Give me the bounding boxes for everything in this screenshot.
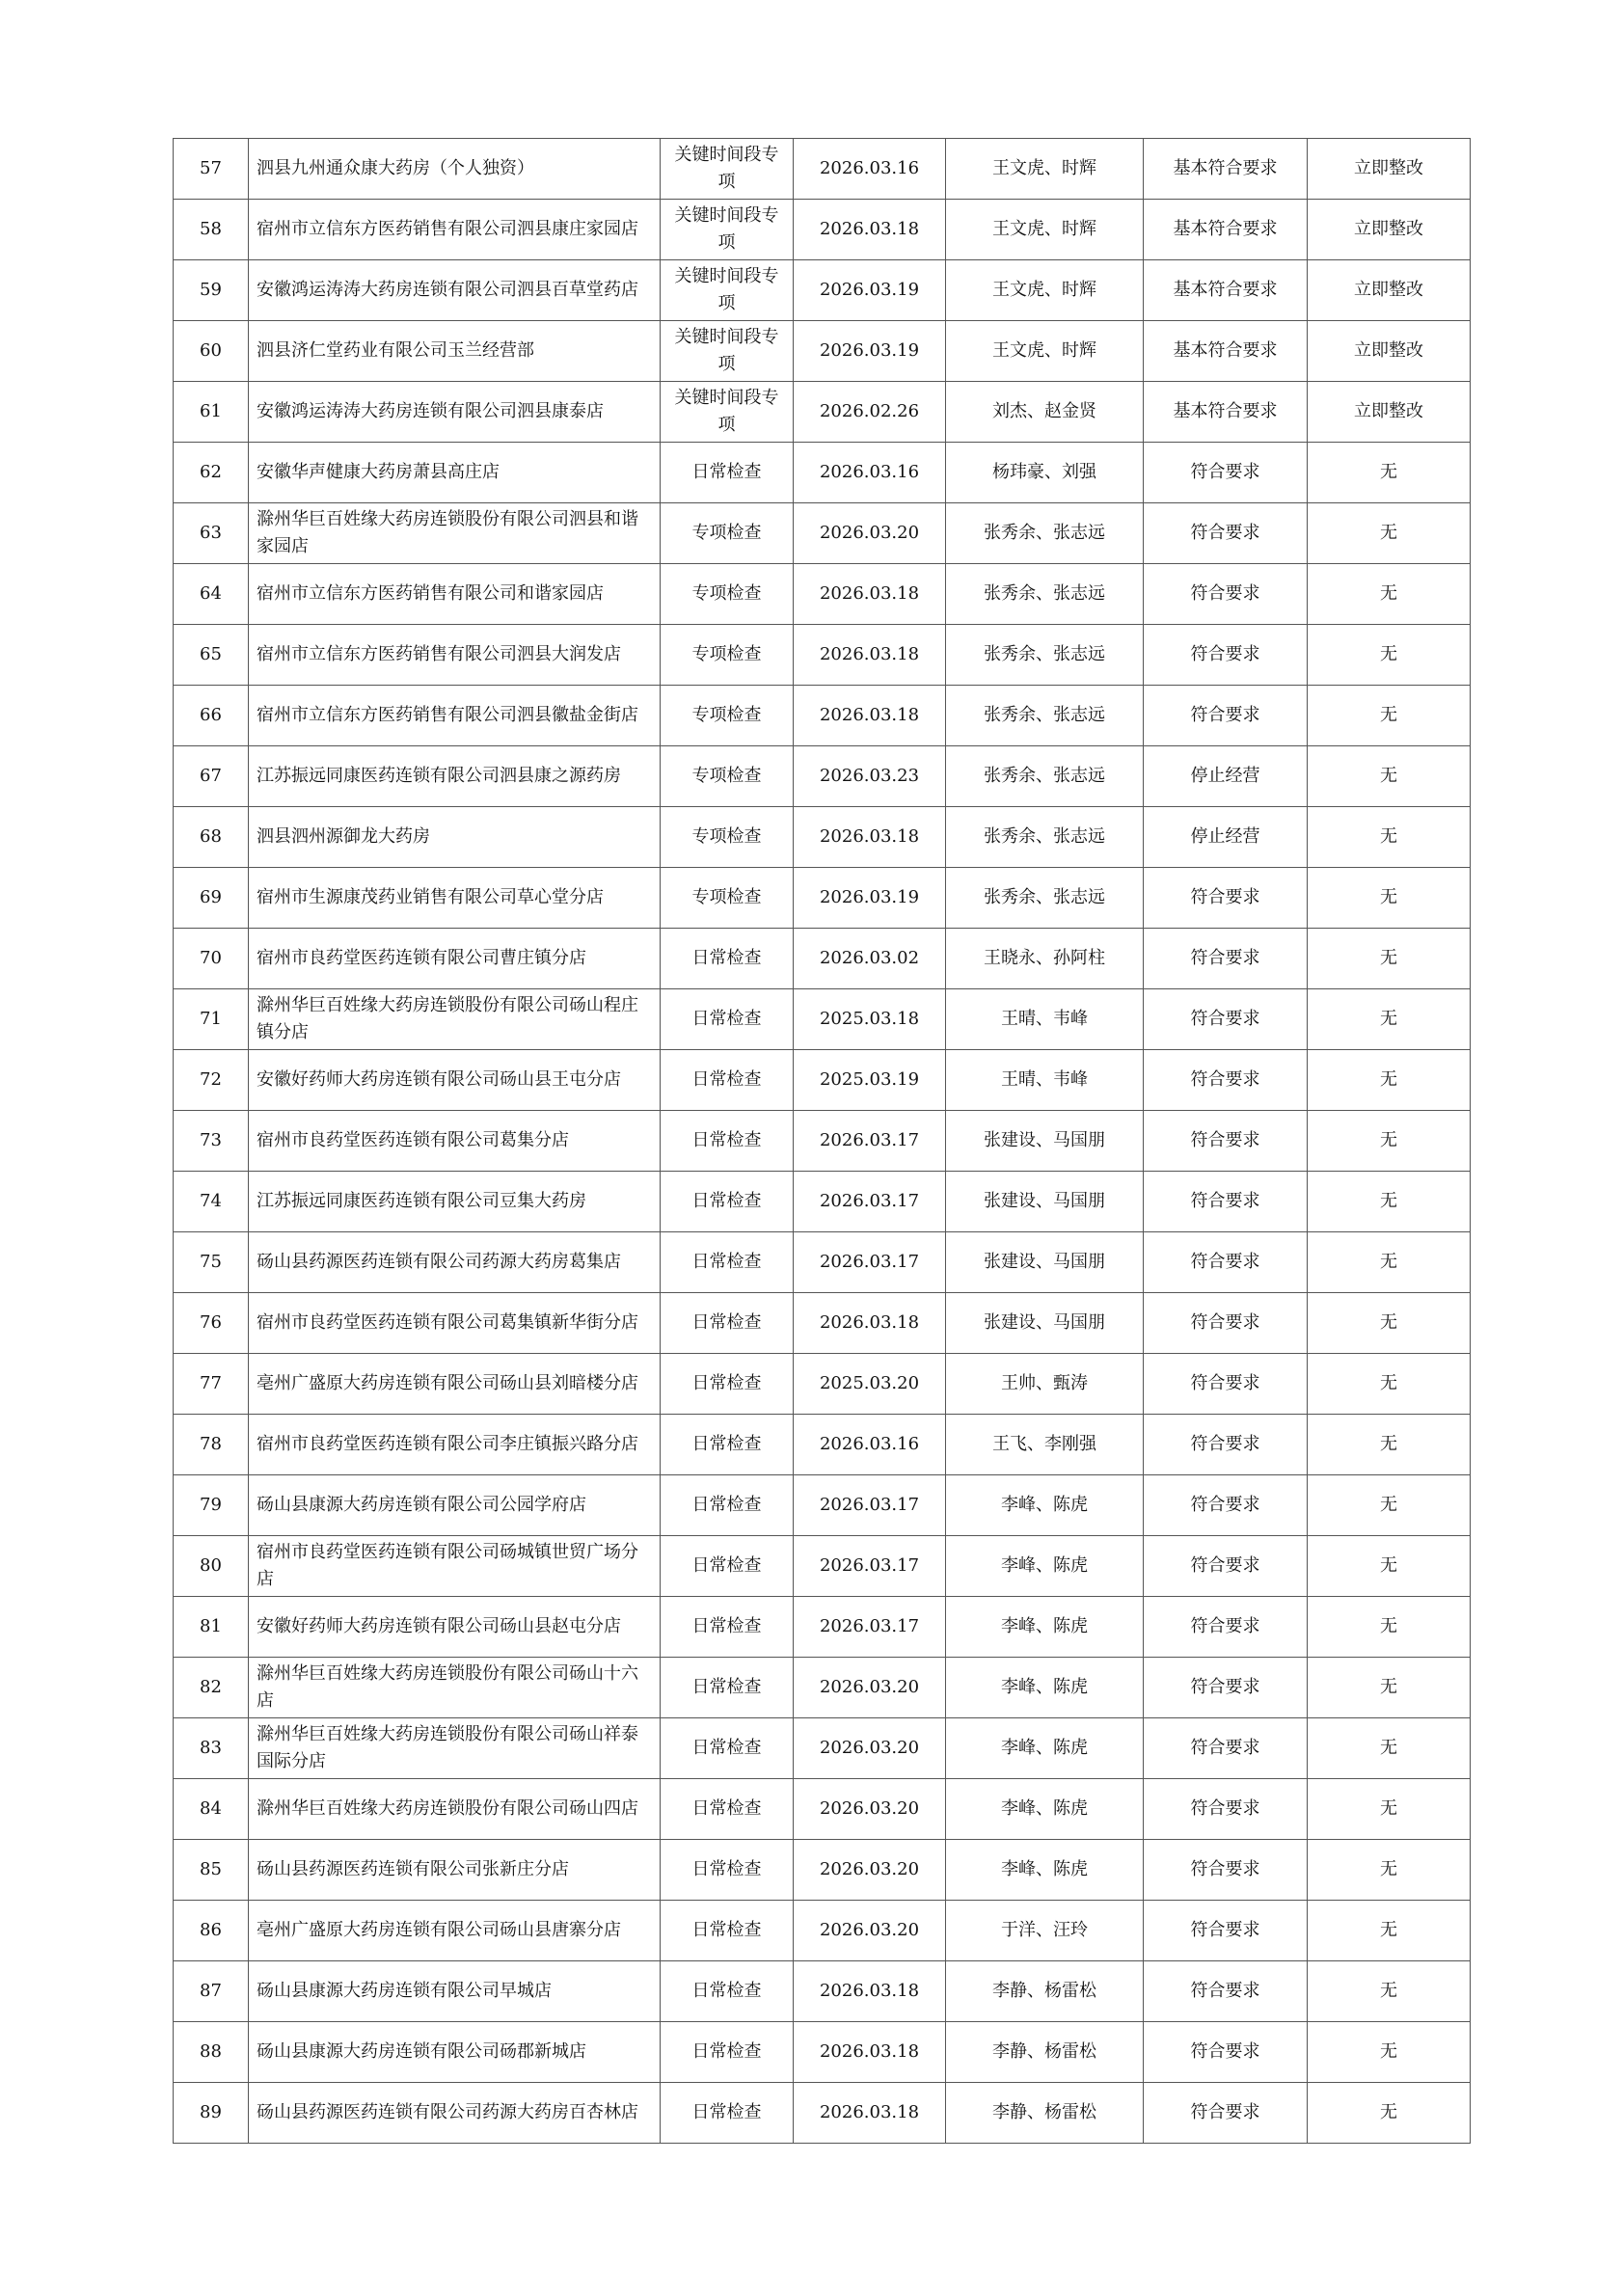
inspection-type-cell: 日常检查: [661, 1961, 794, 2022]
row-number-cell: 61: [174, 382, 249, 443]
inspection-date-cell: 2026.03.18: [794, 2083, 946, 2144]
row-number-cell: 72: [174, 1050, 249, 1111]
action-cell: 无: [1308, 1901, 1471, 1961]
inspection-date-cell: 2026.03.18: [794, 625, 946, 686]
action-cell: 无: [1308, 1415, 1471, 1475]
store-name-cell: 滁州华巨百姓缘大药房连锁股份有限公司泗县和谐家园店: [249, 503, 661, 564]
result-cell: 符合要求: [1144, 1293, 1308, 1354]
action-cell: 无: [1308, 1172, 1471, 1232]
inspection-date-cell: 2026.03.20: [794, 1658, 946, 1718]
result-cell: 符合要求: [1144, 443, 1308, 503]
row-number-cell: 80: [174, 1536, 249, 1597]
action-cell: 无: [1308, 443, 1471, 503]
store-name-cell: 宿州市立信东方医药销售有限公司泗县大润发店: [249, 625, 661, 686]
inspectors-cell: 王文虎、时辉: [946, 139, 1144, 200]
action-cell: 无: [1308, 1718, 1471, 1779]
table-row: [174, 382, 1471, 443]
action-cell: 无: [1308, 1232, 1471, 1293]
store-name-cell: 安徽鸿运涛涛大药房连锁有限公司泗县康泰店: [249, 382, 661, 443]
inspection-date-cell: 2026.03.18: [794, 2022, 946, 2083]
action-cell: 无: [1308, 1658, 1471, 1718]
inspection-type-cell: 关键时间段专项: [661, 321, 794, 382]
inspection-date-cell: 2026.03.16: [794, 1415, 946, 1475]
result-cell: 符合要求: [1144, 2022, 1308, 2083]
inspectors-cell: 张秀余、张志远: [946, 868, 1144, 929]
inspection-date-cell: 2026.03.20: [794, 1840, 946, 1901]
inspectors-cell: 张建设、马国朋: [946, 1172, 1144, 1232]
row-number-cell: 73: [174, 1111, 249, 1172]
table-row: [174, 1961, 1471, 2022]
result-cell: 符合要求: [1144, 929, 1308, 989]
inspection-date-cell: 2026.03.20: [794, 1779, 946, 1840]
inspection-date-cell: 2026.03.20: [794, 1901, 946, 1961]
inspection-date-cell: 2026.03.18: [794, 1293, 946, 1354]
store-name-cell: 宿州市立信东方医药销售有限公司和谐家园店: [249, 564, 661, 625]
result-cell: 符合要求: [1144, 1658, 1308, 1718]
inspection-date-cell: 2026.03.20: [794, 1718, 946, 1779]
table-row: [174, 929, 1471, 989]
action-cell: 无: [1308, 1536, 1471, 1597]
row-number-cell: 57: [174, 139, 249, 200]
inspection-date-cell: 2026.03.17: [794, 1172, 946, 1232]
inspection-type-cell: 日常检查: [661, 1658, 794, 1718]
action-cell: 无: [1308, 2083, 1471, 2144]
inspection-type-cell: 日常检查: [661, 1597, 794, 1658]
store-name-cell: 亳州广盛原大药房连锁有限公司砀山县唐寨分店: [249, 1901, 661, 1961]
action-cell: 无: [1308, 1840, 1471, 1901]
result-cell: 符合要求: [1144, 1536, 1308, 1597]
table-row: [174, 443, 1471, 503]
table-row: [174, 2083, 1471, 2144]
row-number-cell: 67: [174, 746, 249, 807]
table-row: [174, 1354, 1471, 1415]
action-cell: 立即整改: [1308, 139, 1471, 200]
inspection-type-cell: 日常检查: [661, 1475, 794, 1536]
table-row: [174, 1718, 1471, 1779]
store-name-cell: 江苏振远同康医药连锁有限公司豆集大药房: [249, 1172, 661, 1232]
inspection-type-cell: 关键时间段专项: [661, 139, 794, 200]
store-name-cell: 宿州市立信东方医药销售有限公司泗县徽盐金街店: [249, 686, 661, 746]
row-number-cell: 58: [174, 200, 249, 260]
row-number-cell: 70: [174, 929, 249, 989]
store-name-cell: 砀山县药源医药连锁有限公司药源大药房百杏林店: [249, 2083, 661, 2144]
result-cell: 符合要求: [1144, 1415, 1308, 1475]
row-number-cell: 88: [174, 2022, 249, 2083]
inspection-type-cell: 日常检查: [661, 1354, 794, 1415]
action-cell: 立即整改: [1308, 382, 1471, 443]
table-row: [174, 1840, 1471, 1901]
inspectors-cell: 李静、杨雷松: [946, 1961, 1144, 2022]
store-name-cell: 亳州广盛原大药房连锁有限公司砀山县刘暗楼分店: [249, 1354, 661, 1415]
row-number-cell: 82: [174, 1658, 249, 1718]
inspection-type-cell: 专项检查: [661, 686, 794, 746]
action-cell: 无: [1308, 807, 1471, 868]
table-row: [174, 746, 1471, 807]
result-cell: 符合要求: [1144, 1111, 1308, 1172]
inspection-date-cell: 2026.03.18: [794, 564, 946, 625]
store-name-cell: 泗县九州通众康大药房（个人独资）: [249, 139, 661, 200]
store-name-cell: 砀山县药源医药连锁有限公司药源大药房葛集店: [249, 1232, 661, 1293]
inspection-type-cell: 日常检查: [661, 443, 794, 503]
inspectors-cell: 张建设、马国朋: [946, 1293, 1144, 1354]
table-row: [174, 868, 1471, 929]
store-name-cell: 砀山县康源大药房连锁有限公司早城店: [249, 1961, 661, 2022]
table-row: [174, 139, 1471, 200]
result-cell: 基本符合要求: [1144, 200, 1308, 260]
table-row: [174, 989, 1471, 1050]
store-name-cell: 宿州市良药堂医药连锁有限公司李庄镇振兴路分店: [249, 1415, 661, 1475]
inspection-type-cell: 专项检查: [661, 503, 794, 564]
table-row: [174, 625, 1471, 686]
inspection-type-cell: 日常检查: [661, 1779, 794, 1840]
store-name-cell: 安徽华声健康大药房萧县高庄店: [249, 443, 661, 503]
row-number-cell: 74: [174, 1172, 249, 1232]
inspection-type-cell: 专项检查: [661, 746, 794, 807]
inspection-date-cell: 2026.03.17: [794, 1232, 946, 1293]
result-cell: 符合要求: [1144, 1840, 1308, 1901]
inspectors-cell: 杨玮豪、刘强: [946, 443, 1144, 503]
inspectors-cell: 张建设、马国朋: [946, 1232, 1144, 1293]
inspectors-cell: 王帅、甄涛: [946, 1354, 1144, 1415]
inspection-date-cell: 2026.03.16: [794, 139, 946, 200]
store-name-cell: 泗县济仁堂药业有限公司玉兰经营部: [249, 321, 661, 382]
action-cell: 无: [1308, 1293, 1471, 1354]
table-row: [174, 1415, 1471, 1475]
result-cell: 基本符合要求: [1144, 321, 1308, 382]
action-cell: 立即整改: [1308, 200, 1471, 260]
table-row: [174, 1536, 1471, 1597]
action-cell: 无: [1308, 1354, 1471, 1415]
table-row: [174, 260, 1471, 321]
inspectors-cell: 王文虎、时辉: [946, 200, 1144, 260]
inspection-type-cell: 关键时间段专项: [661, 200, 794, 260]
action-cell: 无: [1308, 868, 1471, 929]
inspectors-cell: 王文虎、时辉: [946, 260, 1144, 321]
result-cell: 符合要求: [1144, 1172, 1308, 1232]
row-number-cell: 84: [174, 1779, 249, 1840]
inspectors-cell: 张秀余、张志远: [946, 564, 1144, 625]
store-name-cell: 砀山县康源大药房连锁有限公司砀郡新城店: [249, 2022, 661, 2083]
store-name-cell: 江苏振远同康医药连锁有限公司泗县康之源药房: [249, 746, 661, 807]
row-number-cell: 85: [174, 1840, 249, 1901]
inspection-date-cell: 2026.03.17: [794, 1597, 946, 1658]
store-name-cell: 滁州华巨百姓缘大药房连锁股份有限公司砀山四店: [249, 1779, 661, 1840]
inspectors-cell: 王晓永、孙阿柱: [946, 929, 1144, 989]
result-cell: 基本符合要求: [1144, 382, 1308, 443]
inspection-date-cell: 2026.03.19: [794, 321, 946, 382]
inspectors-cell: 李峰、陈虎: [946, 1536, 1144, 1597]
inspection-date-cell: 2026.03.17: [794, 1111, 946, 1172]
row-number-cell: 59: [174, 260, 249, 321]
result-cell: 停止经营: [1144, 746, 1308, 807]
inspection-type-cell: 日常检查: [661, 1901, 794, 1961]
table-row: [174, 1172, 1471, 1232]
store-name-cell: 宿州市良药堂医药连锁有限公司砀城镇世贸广场分店: [249, 1536, 661, 1597]
inspection-type-cell: 日常检查: [661, 929, 794, 989]
inspectors-cell: 李峰、陈虎: [946, 1658, 1144, 1718]
action-cell: 无: [1308, 686, 1471, 746]
row-number-cell: 60: [174, 321, 249, 382]
action-cell: 无: [1308, 1111, 1471, 1172]
result-cell: 停止经营: [1144, 807, 1308, 868]
row-number-cell: 66: [174, 686, 249, 746]
inspection-type-cell: 日常检查: [661, 1293, 794, 1354]
action-cell: 立即整改: [1308, 260, 1471, 321]
result-cell: 符合要求: [1144, 1779, 1308, 1840]
inspectors-cell: 张秀余、张志远: [946, 625, 1144, 686]
inspection-type-cell: 关键时间段专项: [661, 260, 794, 321]
result-cell: 符合要求: [1144, 1901, 1308, 1961]
action-cell: 无: [1308, 1050, 1471, 1111]
inspectors-cell: 于洋、汪玲: [946, 1901, 1144, 1961]
row-number-cell: 63: [174, 503, 249, 564]
inspection-table-body: [174, 139, 1471, 2144]
table-row: [174, 1050, 1471, 1111]
store-name-cell: 宿州市良药堂医药连锁有限公司葛集分店: [249, 1111, 661, 1172]
inspection-type-cell: 日常检查: [661, 1050, 794, 1111]
inspection-date-cell: 2026.02.26: [794, 382, 946, 443]
store-name-cell: 滁州华巨百姓缘大药房连锁股份有限公司砀山程庄镇分店: [249, 989, 661, 1050]
inspection-type-cell: 专项检查: [661, 868, 794, 929]
store-name-cell: 安徽鸿运涛涛大药房连锁有限公司泗县百草堂药店: [249, 260, 661, 321]
action-cell: 无: [1308, 2022, 1471, 2083]
table-row: [174, 1293, 1471, 1354]
action-cell: 无: [1308, 564, 1471, 625]
result-cell: 符合要求: [1144, 1475, 1308, 1536]
result-cell: 符合要求: [1144, 564, 1308, 625]
row-number-cell: 87: [174, 1961, 249, 2022]
row-number-cell: 81: [174, 1597, 249, 1658]
result-cell: 符合要求: [1144, 625, 1308, 686]
inspectors-cell: 张秀余、张志远: [946, 503, 1144, 564]
result-cell: 基本符合要求: [1144, 260, 1308, 321]
inspectors-cell: 李峰、陈虎: [946, 1597, 1144, 1658]
inspectors-cell: 李峰、陈虎: [946, 1779, 1144, 1840]
result-cell: 符合要求: [1144, 1050, 1308, 1111]
row-number-cell: 62: [174, 443, 249, 503]
inspection-date-cell: 2026.03.17: [794, 1536, 946, 1597]
inspection-type-cell: 关键时间段专项: [661, 382, 794, 443]
action-cell: 无: [1308, 1597, 1471, 1658]
table-row: [174, 1658, 1471, 1718]
inspectors-cell: 张建设、马国朋: [946, 1111, 1144, 1172]
inspectors-cell: 李静、杨雷松: [946, 2083, 1144, 2144]
inspection-type-cell: 日常检查: [661, 1840, 794, 1901]
action-cell: 无: [1308, 929, 1471, 989]
inspectors-cell: 张秀余、张志远: [946, 686, 1144, 746]
inspection-type-cell: 专项检查: [661, 807, 794, 868]
result-cell: 符合要求: [1144, 686, 1308, 746]
table-row: [174, 321, 1471, 382]
result-cell: 符合要求: [1144, 989, 1308, 1050]
inspection-date-cell: 2026.03.19: [794, 868, 946, 929]
store-name-cell: 泗县泗州源御龙大药房: [249, 807, 661, 868]
store-name-cell: 宿州市立信东方医药销售有限公司泗县康庄家园店: [249, 200, 661, 260]
inspection-date-cell: 2026.03.23: [794, 746, 946, 807]
inspection-date-cell: 2026.03.16: [794, 443, 946, 503]
table-row: [174, 1111, 1471, 1172]
result-cell: 符合要求: [1144, 1718, 1308, 1779]
table-row: [174, 1901, 1471, 1961]
inspection-type-cell: 日常检查: [661, 1111, 794, 1172]
table-row: [174, 503, 1471, 564]
inspection-date-cell: 2026.03.18: [794, 686, 946, 746]
table-row: [174, 200, 1471, 260]
store-name-cell: 宿州市良药堂医药连锁有限公司曹庄镇分店: [249, 929, 661, 989]
store-name-cell: 滁州华巨百姓缘大药房连锁股份有限公司砀山十六店: [249, 1658, 661, 1718]
table-row: [174, 1779, 1471, 1840]
inspectors-cell: 李静、杨雷松: [946, 2022, 1144, 2083]
inspection-type-cell: 日常检查: [661, 1536, 794, 1597]
row-number-cell: 76: [174, 1293, 249, 1354]
inspection-date-cell: 2026.03.18: [794, 200, 946, 260]
store-name-cell: 砀山县康源大药房连锁有限公司公园学府店: [249, 1475, 661, 1536]
action-cell: 立即整改: [1308, 321, 1471, 382]
inspectors-cell: 张秀余、张志远: [946, 746, 1144, 807]
inspectors-cell: 张秀余、张志远: [946, 807, 1144, 868]
store-name-cell: 宿州市生源康茂药业销售有限公司草心堂分店: [249, 868, 661, 929]
result-cell: 符合要求: [1144, 1961, 1308, 2022]
row-number-cell: 64: [174, 564, 249, 625]
result-cell: 符合要求: [1144, 1354, 1308, 1415]
row-number-cell: 89: [174, 2083, 249, 2144]
row-number-cell: 77: [174, 1354, 249, 1415]
row-number-cell: 78: [174, 1415, 249, 1475]
inspection-type-cell: 日常检查: [661, 2022, 794, 2083]
result-cell: 符合要求: [1144, 868, 1308, 929]
action-cell: 无: [1308, 989, 1471, 1050]
inspection-date-cell: 2026.03.18: [794, 1961, 946, 2022]
row-number-cell: 83: [174, 1718, 249, 1779]
inspection-date-cell: 2025.03.18: [794, 989, 946, 1050]
inspection-date-cell: 2025.03.20: [794, 1354, 946, 1415]
action-cell: 无: [1308, 746, 1471, 807]
row-number-cell: 65: [174, 625, 249, 686]
action-cell: 无: [1308, 1475, 1471, 1536]
inspection-type-cell: 日常检查: [661, 1415, 794, 1475]
inspection-type-cell: 专项检查: [661, 564, 794, 625]
action-cell: 无: [1308, 1961, 1471, 2022]
row-number-cell: 69: [174, 868, 249, 929]
inspection-date-cell: 2026.03.17: [794, 1475, 946, 1536]
inspection-date-cell: 2026.03.20: [794, 503, 946, 564]
inspectors-cell: 王飞、李刚强: [946, 1415, 1144, 1475]
inspectors-cell: 王文虎、时辉: [946, 321, 1144, 382]
inspectors-cell: 王晴、韦峰: [946, 989, 1144, 1050]
inspectors-cell: 李峰、陈虎: [946, 1840, 1144, 1901]
inspection-date-cell: 2026.03.19: [794, 260, 946, 321]
table-row: [174, 1475, 1471, 1536]
result-cell: 符合要求: [1144, 1232, 1308, 1293]
row-number-cell: 71: [174, 989, 249, 1050]
inspection-type-cell: 日常检查: [661, 1172, 794, 1232]
inspectors-cell: 李峰、陈虎: [946, 1475, 1144, 1536]
result-cell: 符合要求: [1144, 503, 1308, 564]
row-number-cell: 86: [174, 1901, 249, 1961]
result-cell: 基本符合要求: [1144, 139, 1308, 200]
row-number-cell: 75: [174, 1232, 249, 1293]
inspectors-cell: 王晴、韦峰: [946, 1050, 1144, 1111]
table-row: [174, 2022, 1471, 2083]
action-cell: 无: [1308, 625, 1471, 686]
row-number-cell: 68: [174, 807, 249, 868]
store-name-cell: 安徽好药师大药房连锁有限公司砀山县王屯分店: [249, 1050, 661, 1111]
store-name-cell: 宿州市良药堂医药连锁有限公司葛集镇新华街分店: [249, 1293, 661, 1354]
store-name-cell: 滁州华巨百姓缘大药房连锁股份有限公司砀山祥泰国际分店: [249, 1718, 661, 1779]
inspectors-cell: 刘杰、赵金贤: [946, 382, 1144, 443]
inspectors-cell: 李峰、陈虎: [946, 1718, 1144, 1779]
row-number-cell: 79: [174, 1475, 249, 1536]
table-row: [174, 1597, 1471, 1658]
inspection-type-cell: 日常检查: [661, 1232, 794, 1293]
table-row: [174, 807, 1471, 868]
result-cell: 符合要求: [1144, 1597, 1308, 1658]
store-name-cell: 安徽好药师大药房连锁有限公司砀山县赵屯分店: [249, 1597, 661, 1658]
action-cell: 无: [1308, 1779, 1471, 1840]
inspection-table: [173, 138, 1471, 2144]
inspection-type-cell: 日常检查: [661, 989, 794, 1050]
table-row: [174, 1232, 1471, 1293]
inspection-date-cell: 2026.03.02: [794, 929, 946, 989]
inspection-type-cell: 日常检查: [661, 2083, 794, 2144]
inspection-type-cell: 日常检查: [661, 1718, 794, 1779]
store-name-cell: 砀山县药源医药连锁有限公司张新庄分店: [249, 1840, 661, 1901]
action-cell: 无: [1308, 503, 1471, 564]
table-row: [174, 564, 1471, 625]
inspection-date-cell: 2025.03.19: [794, 1050, 946, 1111]
result-cell: 符合要求: [1144, 2083, 1308, 2144]
inspection-date-cell: 2026.03.18: [794, 807, 946, 868]
table-row: [174, 686, 1471, 746]
inspection-type-cell: 专项检查: [661, 625, 794, 686]
